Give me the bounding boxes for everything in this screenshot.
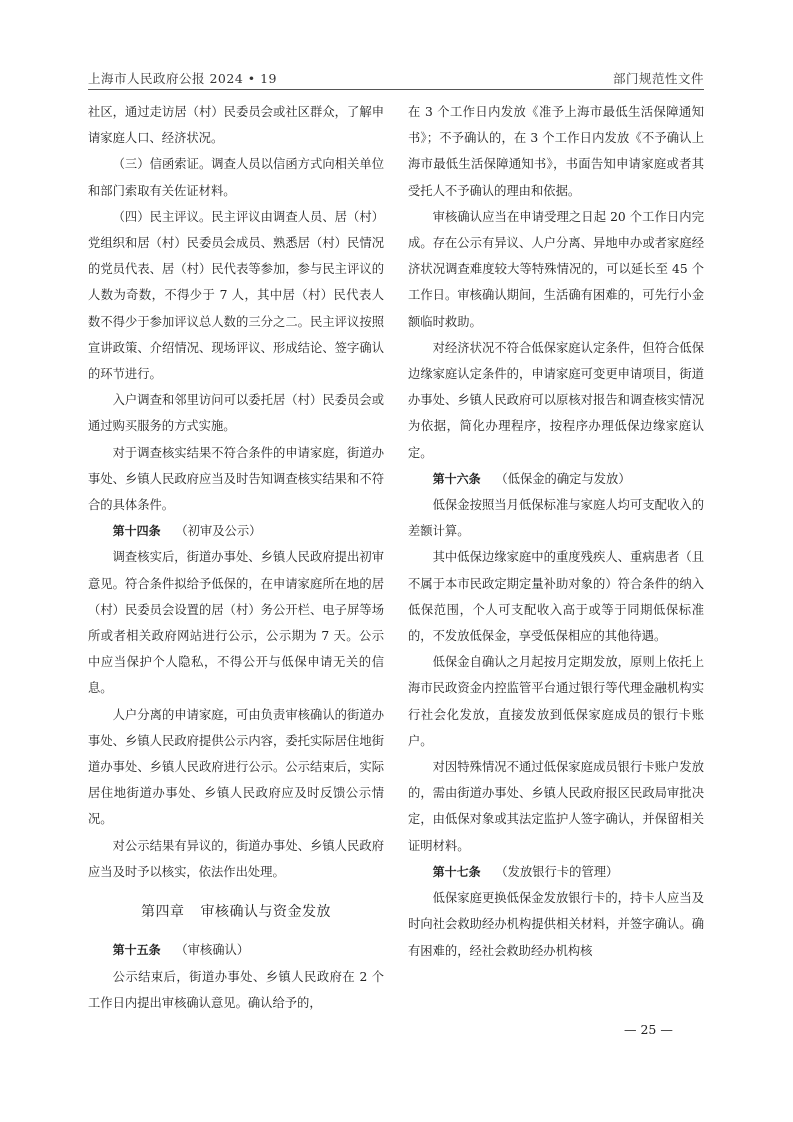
paragraph: 入户调查和邻里访问可以委托居（村）民委员会或通过购买服务的方式实施。 (88, 393, 384, 434)
paragraph: 低保金自确认之月起按月定期发放，原则上依托上海市民政资金内控监管平台通过银行等代理金融机构实行社会化发放，直接发放到低保家庭成员的银行卡账户。 (408, 655, 704, 748)
chapter-number: 第四章 (141, 904, 185, 921)
paragraph: 对经济状况不符合低保家庭认定条件，但符合低保边缘家庭认定条件的，申请家庭可变更申请项目，街道办事处、乡镇人民政府可以原核对报告和调查核实情况为依据，简化办理程序，按程序办理低保边缘家庭认定。 (408, 340, 704, 460)
paragraph: 低保家庭更换低保金发放银行卡的，持卡人应当及时向社会救助经办机构提供相关材料，并签字确认。确有困难的，经社会救助经办机构核 (408, 891, 704, 958)
article-heading-14 (88, 518, 384, 544)
chapter-heading (88, 899, 384, 925)
paragraph: 对公示结果有异议的，街道办事处、乡镇人民政府应当及时予以核实，依法作出处理。 (88, 838, 384, 879)
article-heading-17 (408, 859, 704, 885)
section-title: 部门规范性文件 (612, 71, 704, 86)
header-divider (88, 89, 704, 90)
paragraph: 在 3 个工作日内发放《准予上海市最低生活保障通知书》；不予确认的，在 3 个工作日内发放《不予确认上海市最低生活保障通知书》，书面告知申请家庭或者其受托人不予确认的理由和依据。 (408, 105, 704, 198)
paragraph: 人户分离的申请家庭，可由负责审核确认的街道办事处、乡镇人民政府提供公示内容，委托实际居住地街道办事处、乡镇人民政府进行公示。公示结束后，实际居住地街道办事处、乡镇人民政府应及时反馈公示情况。 (88, 707, 384, 827)
article-number: 第十七条 (432, 864, 481, 879)
paragraph: 调查核实后，街道办事处、乡镇人民政府提出初审意见。符合条件拟给予低保的，在申请家庭所在地的居（村）民委员会设置的居（村）务公开栏、电子屏等场所或者相关政府网站进行公示，公示期为 7 天。公示中应当保护个人隐私，不得公开与低保申请无关的信息。 (88, 550, 384, 696)
article-number: 第十六条 (432, 471, 481, 486)
paragraph: 对因特殊情况不通过低保家庭成员银行卡账户发放的，需由街道办事处、乡镇人民政府报区民政局审批决定，由低保对象或其法定监护人签字确认，并保留相关证明材料。 (408, 760, 704, 853)
article-heading-15 (88, 937, 384, 963)
paragraph: 低保金按照当月低保标准与家庭人均可支配收入的差额计算。 (408, 498, 704, 539)
chapter-title: 审核确认与资金发放 (200, 904, 331, 921)
article-number: 第十四条 (112, 524, 161, 539)
article-title: （发放银行卡的管理） (495, 864, 619, 879)
article-number: 第十五条 (112, 943, 161, 958)
page-number: — 25 — (624, 1022, 673, 1037)
article-title: （低保金的确定与发放） (495, 471, 631, 486)
paragraph: （三）信函索证。调查人员以信函方式向相关单位和部门索取有关佐证材料。 (88, 157, 384, 198)
page-header (88, 63, 704, 85)
paragraph: 社区，通过走访居（村）民委员会或社区群众，了解申请家庭人口、经济状况。 (88, 105, 384, 146)
article-heading-16 (408, 466, 704, 492)
article-title: （初审及公示） (175, 524, 262, 539)
left-column (88, 99, 384, 1016)
paragraph: 对于调查核实结果不符合条件的申请家庭，街道办事处、乡镇人民政府应当及时告知调查核实结果和不符合的具体条件。 (88, 445, 384, 513)
paragraph: （四）民主评议。民主评议由调查人员、居（村）党组织和居（村）民委员会成员、熟悉居（村）民情况的党员代表、居（村）民代表等参加，参与民主评议的人数为奇数，不得少于 7 人，其中居（村）民代表人数不得少于参加评议总人数的三分之二。民主评议按照宣讲政策、介绍情况、现场评议、形成结论、签字确认的环节进行。 (88, 209, 384, 382)
paragraph: 审核确认应当在申请受理之日起 20 个工作日内完成。存在公示有异议、人户分离、异地申办或者家庭经济状况调查难度较大等特殊情况的，可以延长至 45 个工作日。审核确认期间，生活确有困难的，可先行小金额临时救助。 (408, 209, 704, 329)
paragraph: 其中低保边缘家庭中的重度残疾人、重病患者（且不属于本市民政定期定量补助对象的）符合条件的纳入低保范围，个人可支配收入高于或等于同期低保标准的，不发放低保金，享受低保相应的其他待遇。 (408, 550, 704, 644)
right-column (408, 99, 704, 964)
journal-title: 上海市人民政府公报 2024 • 19 (88, 71, 278, 86)
article-title: （审核确认） (175, 943, 250, 958)
paragraph: 公示结束后，街道办事处、乡镇人民政府在 2 个工作日内提出审核确认意见。确认给予的， (88, 969, 384, 1010)
